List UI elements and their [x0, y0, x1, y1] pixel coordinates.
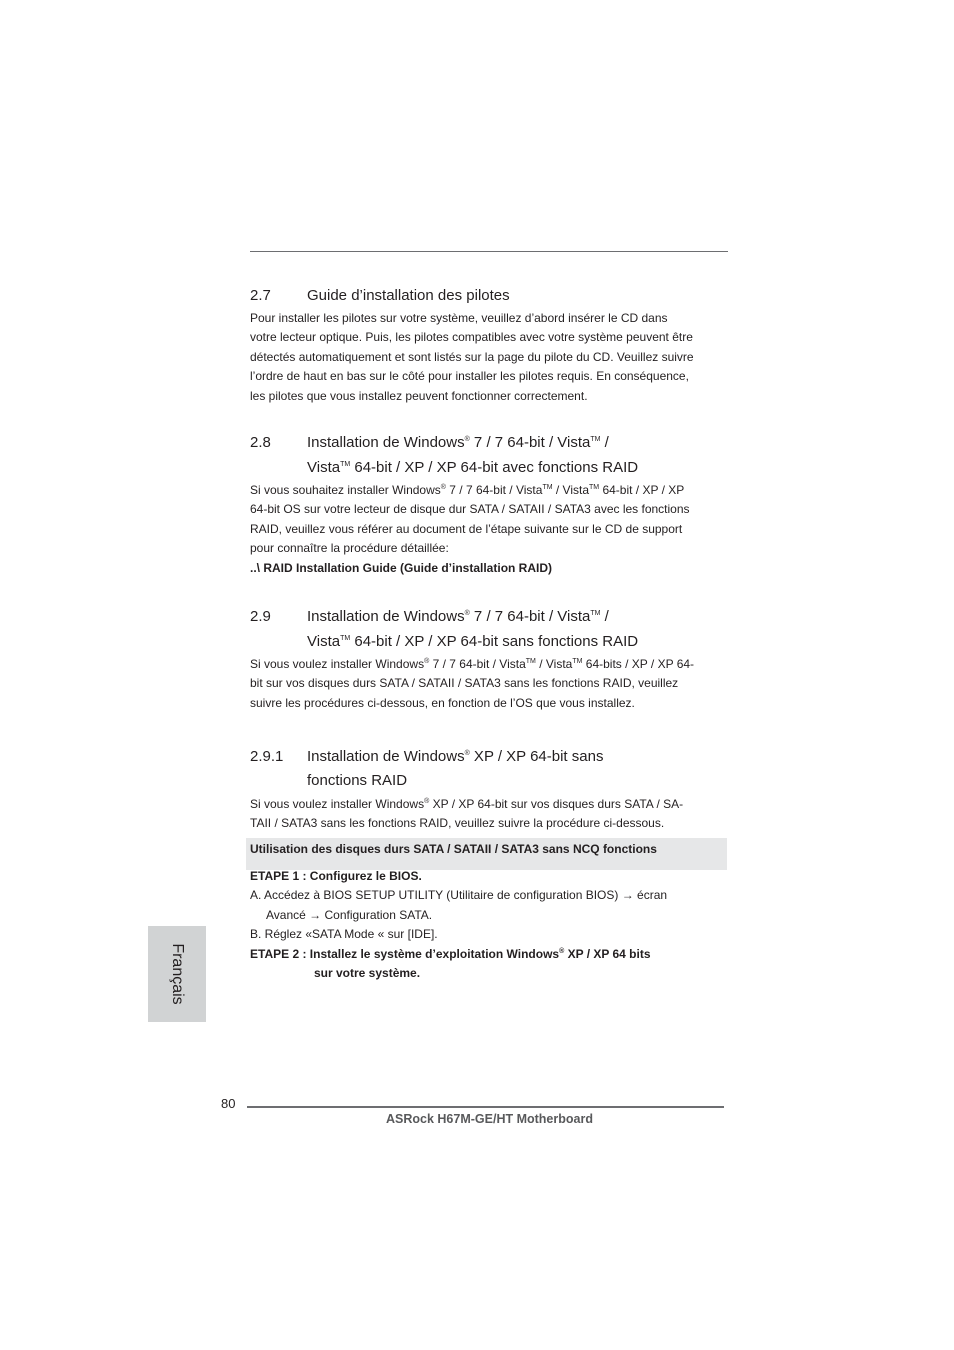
title-part: /	[600, 434, 609, 451]
section-number: 2.9.1	[250, 748, 284, 765]
trademark-mark: TM	[589, 484, 600, 491]
title-part: Installation de Windows	[307, 748, 465, 765]
section-title-line1	[307, 608, 609, 625]
title-part: 7 / 7 64-bit / Vista	[469, 608, 591, 625]
steps-list	[250, 867, 730, 983]
text-part: Si vous souhaitez installer Windows	[250, 483, 441, 497]
section-title-line2: fonctions RAID	[307, 772, 408, 789]
registered-mark: ®	[464, 750, 470, 757]
text-part: 7 / 7 64-bit / Vista	[429, 657, 526, 671]
trademark-mark: TM	[525, 658, 536, 665]
registered-mark: ®	[464, 436, 470, 443]
text-part: écran	[633, 888, 668, 903]
body-line: bit sur vos disques durs SATA / SATAII / SATA3 sans les fonctions RAID, veuillez	[250, 676, 679, 691]
body-line: RAID, veuillez vous référer au document de l’étape suivante sur le CD de support	[250, 521, 683, 536]
section-title-line2	[307, 633, 638, 650]
text-part: A. Accédez à BIOS SETUP UTILITY (Utilitaire de configuration BIOS)	[250, 888, 622, 903]
section-body-2-8	[250, 481, 730, 578]
registered-mark: ®	[559, 947, 565, 955]
title-part: 64-bit / XP / XP 64-bit sans fonctions RAID	[350, 633, 639, 650]
body-line: Pour installer les pilotes sur votre système, veuillez d’abord insérer le CD dans	[250, 311, 668, 325]
arrow-right-icon: →	[621, 888, 634, 903]
ncq-box-title: Utilisation des disques durs SATA / SATAII / SATA3 sans NCQ fonctions	[250, 842, 657, 856]
step2-continued: sur votre système.	[314, 966, 421, 981]
text-part: Si vous voulez installer Windows	[250, 657, 425, 671]
trademark-mark: TM	[340, 461, 351, 468]
footer-product-name: ASRock H67M-GE/HT Motherboard	[386, 1112, 593, 1126]
step-a	[250, 886, 730, 905]
title-part: 7 / 7 64-bit / Vista	[469, 434, 591, 451]
text-part: 7 / 7 64-bit / Vista	[445, 483, 543, 497]
body-line: suivre les procédures ci-dessous, en fonction de l’OS que vous installez.	[250, 695, 635, 710]
section-title: Guide d’installation des pilotes	[307, 287, 510, 304]
text-part: 64-bit / XP / XP	[599, 483, 685, 497]
section-title-line1	[307, 434, 609, 451]
step2-title	[250, 945, 730, 964]
text-part: 64-bits / XP / XP 64-	[582, 657, 695, 671]
title-part: Vista	[307, 459, 341, 476]
page-number: 80	[221, 1096, 236, 1111]
top-rule	[250, 251, 728, 252]
arrow-right-icon: →	[309, 907, 322, 922]
trademark-mark: TM	[590, 436, 601, 443]
bottom-rule	[247, 1106, 724, 1108]
body-line	[250, 655, 730, 674]
body-line: 64-bit OS sur votre lecteur de disque dur SATA / SATAII / SATA3 avec les fonctions	[250, 502, 690, 517]
trademark-mark: TM	[542, 484, 553, 491]
trademark-mark: TM	[590, 610, 601, 617]
title-part: Installation de Windows	[307, 608, 465, 625]
raid-guide-reference: ..\ RAID Installation Guide (Guide d’installation RAID)	[250, 560, 553, 575]
step-a-continued	[250, 906, 730, 925]
body-line: détectés automatiquement et sont listés sur la page du pilote du CD. Veuillez suivre	[250, 349, 694, 364]
title-part: XP / XP 64-bit sans	[469, 748, 604, 765]
body-line: pour connaître la procédure détaillée:	[250, 541, 449, 556]
registered-mark: ®	[464, 610, 470, 617]
section-title-line2	[307, 459, 638, 476]
body-line: les pilotes que vous installez peuvent fonctionner correctement.	[250, 388, 588, 403]
text-part: Avancé	[266, 907, 310, 922]
section-number: 2.9	[250, 608, 271, 625]
body-line: l’ordre de haut en bas sur le côté pour installer les pilotes requis. En conséquence,	[250, 369, 689, 384]
text-part: Configuration SATA.	[321, 907, 433, 922]
language-side-tab	[148, 926, 206, 1022]
section-body-2-9	[250, 655, 730, 713]
language-label: Français	[169, 943, 186, 1005]
section-title-line1	[307, 748, 603, 765]
title-part: 64-bit / XP / XP 64-bit avec fonctions RAID	[350, 459, 639, 476]
trademark-mark: TM	[572, 658, 583, 665]
body-line	[250, 795, 730, 814]
text-part: XP / XP 64-bit sur vos disques durs SATA / SA-	[429, 797, 684, 811]
text-part: XP / XP 64 bits	[564, 946, 651, 961]
title-part: /	[600, 608, 609, 625]
text-part: / Vista	[552, 483, 590, 497]
title-part: Installation de Windows	[307, 434, 465, 451]
text-part: ETAPE 2 : Installez le système d’exploitation Windows	[250, 946, 560, 961]
section-body-2-7	[250, 309, 730, 406]
text-part: Si vous voulez installer Windows	[250, 797, 425, 811]
body-line: TAII / SATA3 sans les fonctions RAID, veuillez suivre la procédure ci-dessous.	[250, 816, 665, 831]
section-number: 2.7	[250, 287, 271, 304]
text-part: / Vista	[535, 657, 573, 671]
trademark-mark: TM	[340, 635, 351, 642]
registered-mark: ®	[424, 798, 430, 805]
section-number: 2.8	[250, 434, 271, 451]
registered-mark: ®	[440, 484, 446, 491]
body-line: votre lecteur optique. Puis, les pilotes compatibles avec votre système peuvent être	[250, 330, 693, 345]
step-b: B. Réglez «SATA Mode « sur [IDE].	[250, 927, 438, 942]
step1-title: ETAPE 1 : Configurez le BIOS.	[250, 869, 422, 883]
registered-mark: ®	[424, 658, 430, 665]
section-body-2-9-1	[250, 795, 730, 834]
body-line	[250, 481, 730, 500]
title-part: Vista	[307, 633, 341, 650]
